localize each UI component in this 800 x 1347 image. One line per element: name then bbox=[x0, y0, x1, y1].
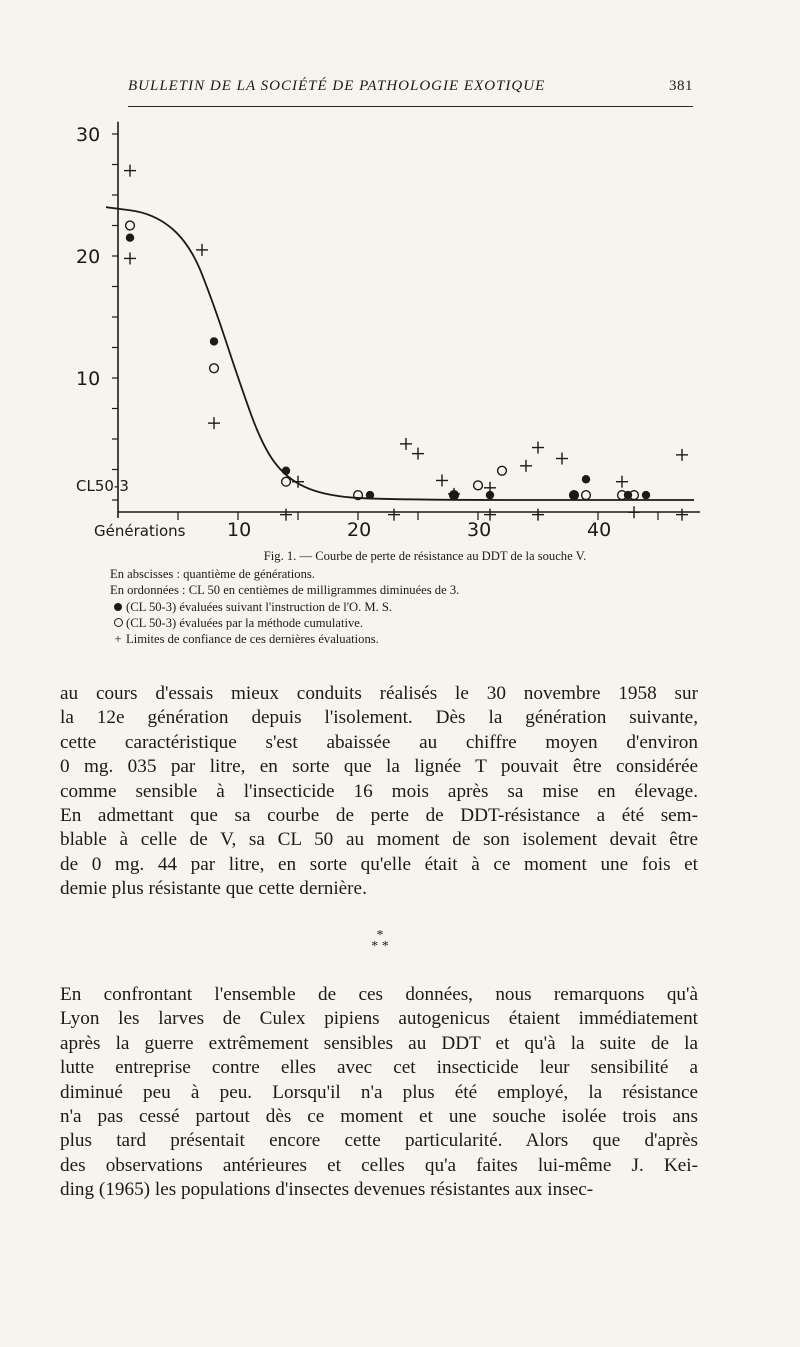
filled-point bbox=[366, 491, 374, 499]
caption-filled-text: (CL 50-3) évaluées suivant l'instruction de l'O. M. S. bbox=[126, 599, 393, 614]
text-line: lutte entreprise contre elles avec cet insecticide leur sensibilité a bbox=[60, 1057, 698, 1079]
text-line: En admettant que sa courbe de perte de DDT-résistance a été sem- bbox=[60, 805, 698, 827]
filled-point bbox=[210, 337, 218, 345]
filled-circle-icon bbox=[110, 599, 126, 615]
caption-filled-line bbox=[110, 599, 700, 615]
text-line: des observations antérieures et celles qu'a faites lui-même J. Kei- bbox=[60, 1154, 698, 1176]
chart-labels-layer bbox=[76, 124, 611, 541]
chart-curve-layer bbox=[106, 207, 694, 500]
filled-point bbox=[642, 491, 650, 499]
open-point bbox=[474, 481, 483, 490]
plus-point bbox=[556, 453, 568, 465]
caption-y-line: En ordonnées : CL 50 en centièmes de milligrammes diminuées de 3. bbox=[110, 583, 460, 598]
baseline-label: CL50-3 bbox=[76, 477, 129, 495]
y-tick-label: 10 bbox=[76, 368, 101, 390]
running-title: BULLETIN DE LA SOCIÉTÉ DE PATHOLOGIE EXOTIQUE bbox=[128, 78, 546, 94]
resistance-curve bbox=[106, 207, 694, 500]
text-line: cette caractéristique s'est abaissée au chiffre moyen d'environ bbox=[60, 731, 698, 753]
plus-point bbox=[616, 476, 628, 488]
plus-point bbox=[412, 448, 424, 460]
text-line: plus tard présentait encore cette particularité. Alors que d'après bbox=[60, 1130, 698, 1152]
filled-point bbox=[582, 475, 590, 483]
plus-icon: + bbox=[114, 632, 122, 647]
resistance-loss-chart bbox=[0, 0, 800, 545]
caption-x-line: En abscisses : quantième de générations. bbox=[110, 567, 315, 582]
text-line: En confrontant l'ensemble de ces données, nous remarquons qu'à bbox=[60, 984, 698, 1005]
y-tick-label: 20 bbox=[76, 246, 101, 268]
open-point bbox=[126, 221, 135, 230]
filled-point bbox=[282, 467, 290, 475]
y-tick-label: 30 bbox=[76, 124, 101, 146]
plus-point bbox=[532, 509, 544, 521]
chart-marks-layer bbox=[124, 165, 688, 521]
text-line: ding (1965) les populations d'insectes devenues résistantes aux insec- bbox=[60, 1179, 594, 1201]
open-point bbox=[582, 491, 591, 500]
caption-plus-text: Limites de confiance de ces dernières évaluations. bbox=[126, 632, 379, 647]
text-line: diminué peu à peu. Lorsqu'il n'a plus été employé, la résistance bbox=[60, 1081, 698, 1103]
figure-caption bbox=[110, 548, 700, 647]
asterism-top: * bbox=[376, 928, 384, 943]
text-line: comme sensible à l'insecticide 16 mois après sa mise en élevage. bbox=[60, 780, 698, 802]
text-line: au cours d'essais mieux conduits réalisés le 30 novembre 1958 sur bbox=[60, 683, 698, 704]
chart-axes bbox=[112, 122, 700, 520]
page-number: 381 bbox=[669, 78, 693, 94]
plus-point bbox=[208, 417, 220, 429]
paragraph-1 bbox=[60, 682, 698, 902]
caption-plus-line bbox=[110, 631, 700, 647]
text-line: après la guerre extrêmement sensibles au DDT et qu'à la suite de la bbox=[60, 1032, 698, 1054]
text-line: de 0 mg. 44 par litre, en sorte qu'elle était à ce moment une fois et bbox=[60, 853, 698, 875]
text-line: n'a pas cessé partout dès ce moment et une souche isolée trois ans bbox=[60, 1106, 698, 1128]
text-line: 0 mg. 035 par litre, en sorte que la lignée T pouvait être considérée bbox=[60, 756, 698, 778]
text-line: Lyon les larves de Culex pipiens autogenicus étaient immédiatement bbox=[60, 1008, 698, 1030]
plus-point bbox=[628, 506, 640, 518]
open-point bbox=[210, 364, 219, 373]
plus-point bbox=[280, 509, 292, 521]
caption-title: Fig. 1. — Courbe de perte de résistance au DDT de la souche V. bbox=[263, 549, 587, 563]
filled-point bbox=[126, 234, 134, 242]
paragraph-2 bbox=[60, 983, 698, 1203]
plus-point bbox=[532, 442, 544, 454]
open-circle-icon bbox=[110, 615, 126, 631]
caption-open-text: (CL 50-3) évaluées par la méthode cumulative. bbox=[126, 615, 363, 630]
x-tick-label: 20 bbox=[347, 519, 372, 541]
text-line: demie plus résistante que cette dernière. bbox=[60, 878, 367, 900]
plus-point bbox=[124, 165, 136, 177]
text-line: la 12e génération depuis l'isolement. Dès la génération suivante, bbox=[60, 707, 698, 729]
text-line: blable à celle de V, sa CL 50 au moment de son isolement devait être bbox=[60, 829, 698, 851]
x-tick-label: 40 bbox=[587, 519, 612, 541]
plus-point bbox=[196, 244, 208, 256]
plus-point bbox=[448, 488, 460, 500]
open-point bbox=[282, 477, 291, 486]
open-point bbox=[498, 466, 507, 475]
plus-point bbox=[388, 509, 400, 521]
plus-point bbox=[676, 509, 688, 521]
plus-point bbox=[676, 449, 688, 461]
plus-point bbox=[520, 460, 532, 472]
plus-point bbox=[484, 482, 496, 494]
section-asterism bbox=[350, 930, 410, 960]
x-tick-label: 30 bbox=[467, 519, 492, 541]
plus-point bbox=[436, 474, 448, 486]
plus-point bbox=[400, 438, 412, 450]
asterism-bottom: * * bbox=[371, 939, 389, 954]
caption-open-line bbox=[110, 615, 700, 631]
x-tick-label: 10 bbox=[227, 519, 252, 541]
plus-point bbox=[124, 252, 136, 264]
x-axis-label: Générations bbox=[94, 522, 186, 540]
